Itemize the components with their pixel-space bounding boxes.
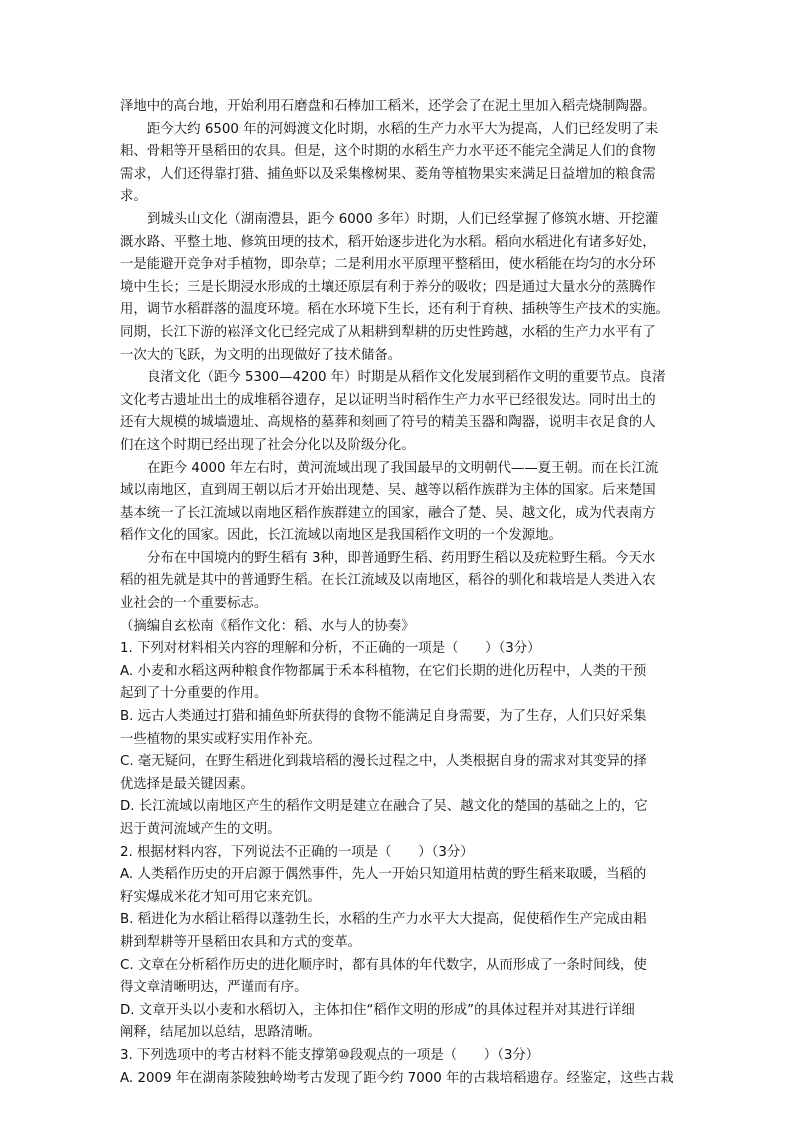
text-line: 耕到犁耕等开垦稻田农具和方式的变革。: [120, 934, 362, 950]
text-line: A. 人类稻作历史的开启源于偶然事件，先人一开始只知道用枯黄的野生稻来取暖，当稻的: [120, 867, 647, 883]
text-line: 基本统一了长江流域以南地区稻作族群建立的国家，融合了楚、吴、越文化，成为代表南方: [120, 505, 656, 521]
text-line: 稻作文化的国家。因此，长江流域以南地区是我国稻作文明的一个发源地。: [120, 528, 562, 544]
text-line: 一些植物的果实或籽实用作补充。: [120, 731, 321, 747]
text-line: B. 远古人类通过打猎和捕鱼虾所获得的食物不能满足自身需要，为了生存，人们只好采集: [120, 709, 647, 725]
text-line: B. 稻进化为水稻让稻得以蓬勃生长，水稻的生产力水平大大提高，促使稻作生产完成由耜: [120, 912, 647, 928]
text-line: 稻的祖先就是其中的普通野生稻。在长江流域及以南地区，稻谷的驯化和栽培是人类进入农: [120, 573, 656, 589]
text-line: D. 文章开头以小麦和水稻切入，主体扣住“稻作文明的形成”的具体过程并对其进行详细: [120, 1002, 635, 1018]
text-line: 域以南地区，直到周王朝以后才开始出现楚、吴、越等以稻作族群为主体的国家。后来楚国: [120, 483, 656, 499]
text-line: A. 2009 年在湖南茶陵独岭坳考古发现了距今约 7000 年的古栽培稻遗存。经鉴定，这些古栽: [120, 1070, 674, 1086]
text-line: 耜、骨耜等开垦稻田的农具。但是，这个时期的水稻生产力水平还不能完全满足人们的食物: [120, 144, 656, 160]
text-line: C. 毫无疑问，在野生稻进化到栽培稻的漫长过程之中，人类根据自身的需求对其变异的择: [120, 754, 647, 770]
text-line: 泽地中的高台地，开始利用石磨盘和石棒加工稻米，还学会了在泥土里加入稻壳烧制陶器。: [120, 99, 656, 114]
text-line: 一次大的飞跃，为文明的出现做好了技术储备。: [120, 347, 402, 363]
text-line: 1. 下列对材料相关内容的理解和分析，不正确的一项是（ ）（3分）: [120, 641, 541, 657]
text-line: C. 文章在分析稻作历史的进化顺序时，都有具体的年代数字，从而形成了一条时间线，使: [120, 957, 647, 973]
text-line: 良渚文化（距今 5300—4200 年）时期是从稻作文化发展到稻作文明的重要节点。良渚: [147, 370, 666, 386]
text-line: 境中生长；三是长期浸水形成的土壤还原层有利于养分的吸收；四是通过大量水分的蒸腾作: [120, 279, 656, 295]
text-line: 用，调节水稻群落的温度环境。稻在水环境下生长，还有利于育秧、插秧等生产技术的实施。: [120, 302, 670, 318]
text-line: 迟于黄河流域产生的文明。: [120, 822, 281, 837]
text-line: 同期，长江下游的崧泽文化已经完成了从耜耕到犁耕的历史性跨越，水稻的生产力水平有了: [120, 324, 656, 340]
text-line: 阐释，结尾加以总结，思路清晰。: [120, 1025, 321, 1041]
text-line: 得文章清晰明达，严谨而有序。: [120, 980, 308, 996]
text-line: （摘编自玄松南《稻作文化：稻、水与人的协奏》: [120, 618, 415, 634]
text-line: 3. 下列选项中的考古材料不能支撑第⑩段观点的一项是（ ）（3分）: [120, 1047, 540, 1063]
text-line: 们在这个时期已经出现了社会分化以及阶级分化。: [120, 437, 415, 453]
text-line: 籽实爆成米花才知可用它来充饥。: [120, 889, 321, 905]
text-line: 业社会的一个重要标志。: [120, 596, 268, 612]
text-line: 2. 根据材料内容，下列说法不正确的一项是（ ）（3分）: [120, 844, 474, 860]
text-line: 文化考古遗址出土的成堆稻谷遗存，足以证明当时稻作生产力水平已经很发达。同时出土的: [120, 392, 656, 408]
text-line: D. 长江流域以南地区产生的稻作文明是建立在融合了吴、越文化的楚国的基础之上的，它: [120, 799, 648, 815]
text-line: 距今大约 6500 年的河姆渡文化时期，水稻的生产力水平大为提高，人们已经发明了耒: [147, 121, 659, 137]
text-line: 分布在中国境内的野生稻有 3种，即普通野生稻、药用野生稻以及疣粒野生稻。今天水: [147, 550, 656, 566]
text-line: 在距今 4000 年左右时，黄河流域出现了我国最早的文明朝代——夏王朝。而在长江流: [147, 460, 659, 476]
text-line: 还有大规模的城墙遗址、高规格的墓葬和刻画了符号的精美玉器和陶器，说明丰衣足食的人: [120, 415, 656, 431]
text-line: 优选择是最关键因素。: [120, 776, 254, 792]
text-line: 到城头山文化（湖南澧县，距今 6000 多年）时期，人们已经掌握了修筑水塘、开挖灌: [147, 211, 659, 227]
text-line: 一是能避开竞争对手植物，即杂草；二是利用水平原理平整稻田，使水稻能在均匀的水分环: [120, 257, 656, 273]
text-line: A. 小麦和水稻这两种粮食作物都属于禾本科植物，在它们长期的进化历程中，人类的干预: [120, 663, 647, 679]
text-line: 需求，人们还得靠打猎、捕鱼虾以及采集橡树果、菱角等植物果实来满足日益增加的粮食需: [120, 166, 656, 182]
text-line: 求。: [120, 189, 147, 205]
text-line: 溉水路、平整土地、修筑田埂的技术，稻开始逐步进化为水稻。稻向水稻进化有诸多好处，: [120, 234, 656, 250]
text-line: 起到了十分重要的作用。: [120, 686, 268, 702]
